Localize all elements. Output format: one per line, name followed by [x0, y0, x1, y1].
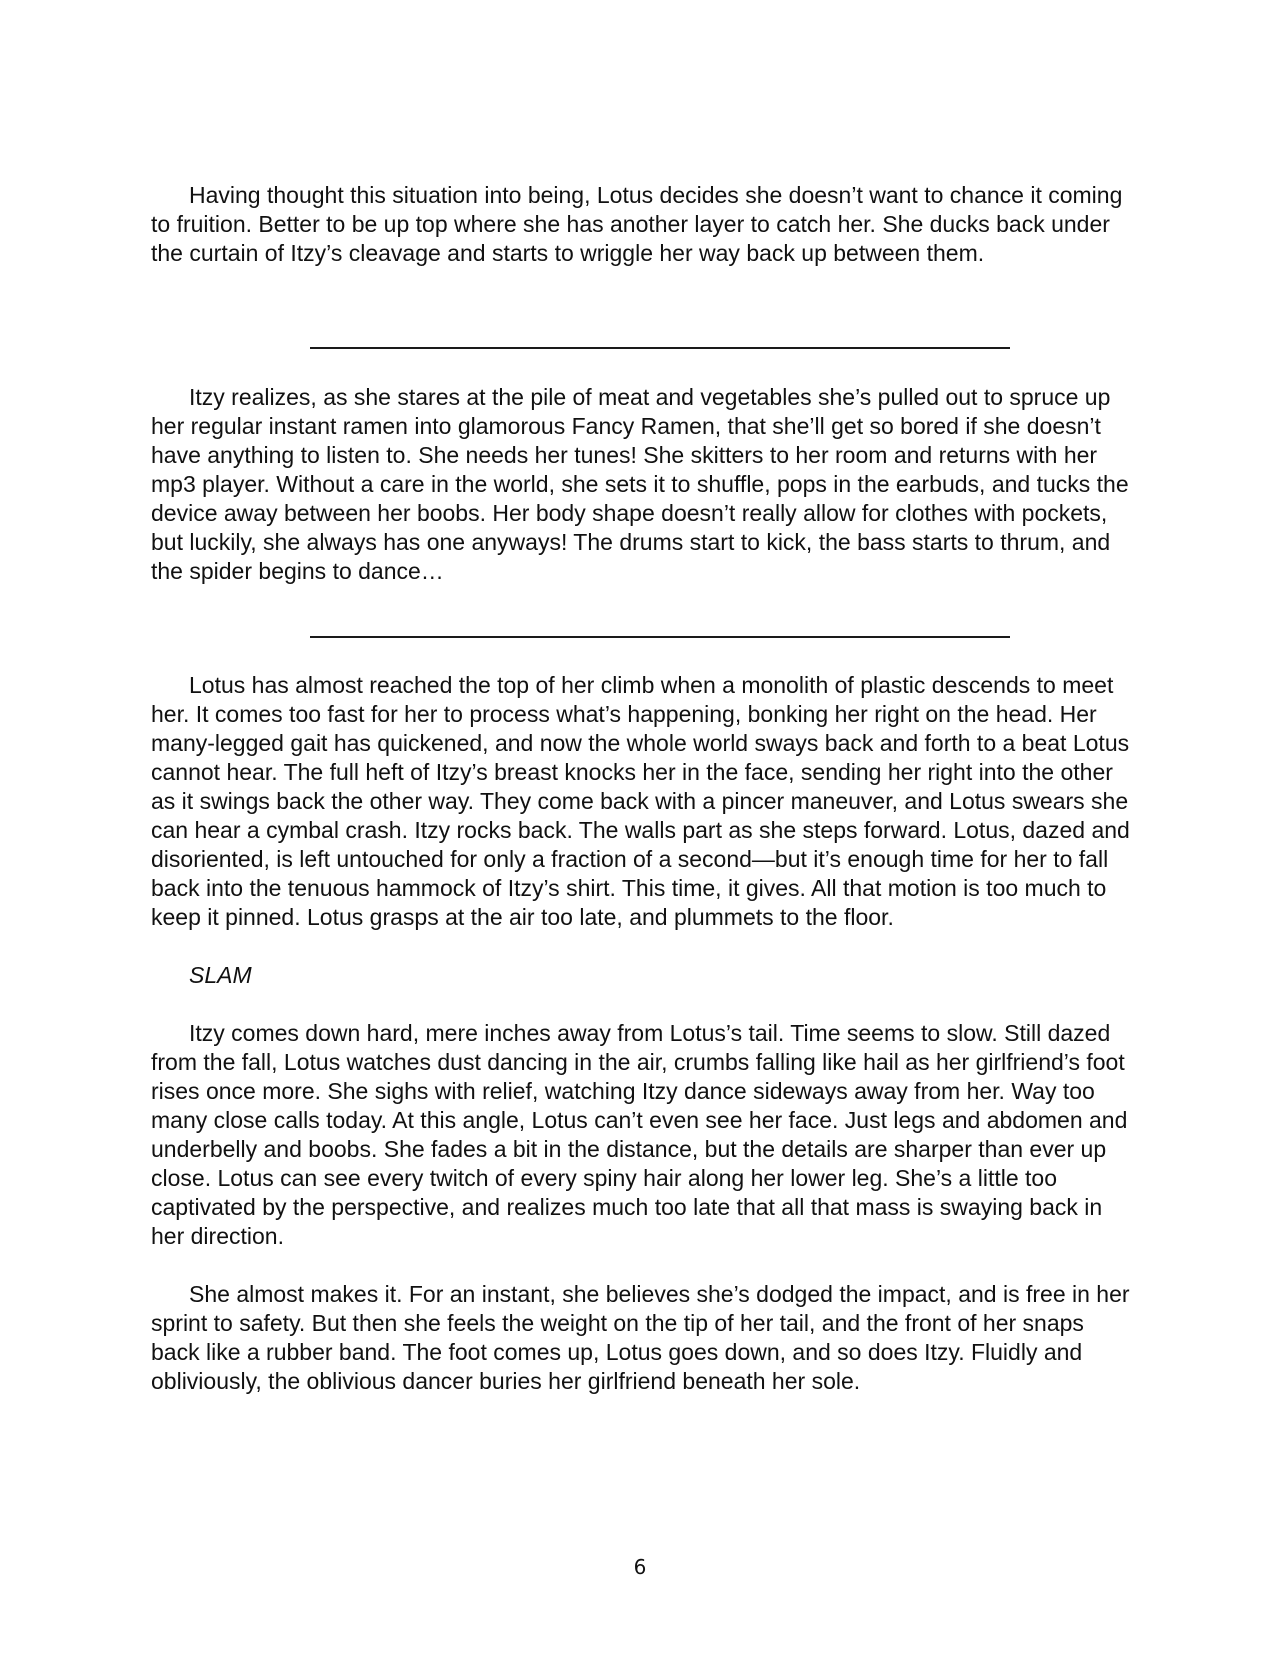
section-divider [310, 347, 1010, 349]
section-divider [310, 636, 1010, 638]
section-1 [151, 181, 1131, 268]
paragraph: She almost makes it. For an instant, she believes she’s dodged the impact, and is free in her sprint to safety. But then she feels the weight on the tip of her tail, and the front of her snaps back like a rubber band. The foot comes up, Lotus goes down, and so does Itzy. Fluidly and obliviously, the oblivious dancer buries her girlfriend beneath her sole. [151, 1281, 1130, 1394]
page-number: 6 [633, 1555, 647, 1579]
paragraph: Having thought this situation into being, Lotus decides she doesn’t want to chance it coming to fruition. Better to be up top where she has another layer to catch her. She ducks back under the curtain of Itzy’s cleavage and starts to wriggle her way back up between them. [151, 182, 1123, 266]
paragraph: Itzy realizes, as she stares at the pile of meat and vegetables she’s pulled out to spruce up her regular instant ramen into glamorous Fancy Ramen, that she’ll get so bored if she doesn’t have anything to listen to. She needs her tunes! She skitters to her room and returns with her mp3 player. Without a care in the world, she sets it to shuffle, pops in the earbuds, and tucks the device away between her boobs. Her body shape doesn’t really allow for clothes with pockets, but luckily, she always has one anyways! The drums start to kick, the bass starts to thrum, and the spider begins to dance… [151, 384, 1129, 584]
paragraph: Itzy comes down hard, mere inches away from Lotus’s tail. Time seems to slow. Still dazed from the fall, Lotus watches dust dancing in the air, crumbs falling like hail as her girlfriend’s foot rises once more. She sighs with relief, watching Itzy dance sideways away from her. Way too many close calls today. At this angle, Lotus can’t even see her face. Just legs and abdomen and underbelly and boobs. She fades a bit in the distance, but the details are sharper than ever up close. Lotus can see every twitch of every spiny hair along her lower leg. She’s a little too captivated by the perspective, and realizes much too late that all that mass is swaying back in her direction. [151, 1020, 1128, 1249]
paragraph: Lotus has almost reached the top of her climb when a monolith of plastic descends to meet her. It comes too fast for her to process what’s happening, bonking her right on the head. Her many-legged gait has quickened, and now the whole world sways back and forth to a beat Lotus cannot hear. The full heft of Itzy’s breast knocks her in the face, sending her right into the other as it swings back the other way. They come back with a pincer maneuver, and Lotus swears she can hear a cymbal crash. Itzy rocks back. The walls part as she steps forward. Lotus, dazed and disoriented, is left untouched for only a fraction of a second—but it’s enough time for her to fall back into the tenuous hammock of Itzy’s shirt. This time, it gives. All that motion is too much to keep it pinned. Lotus grasps at the air too late, and plummets to the floor. [151, 672, 1130, 930]
section-3 [151, 671, 1131, 1396]
section-2 [151, 383, 1131, 586]
sound-effect-text: SLAM [189, 962, 252, 988]
